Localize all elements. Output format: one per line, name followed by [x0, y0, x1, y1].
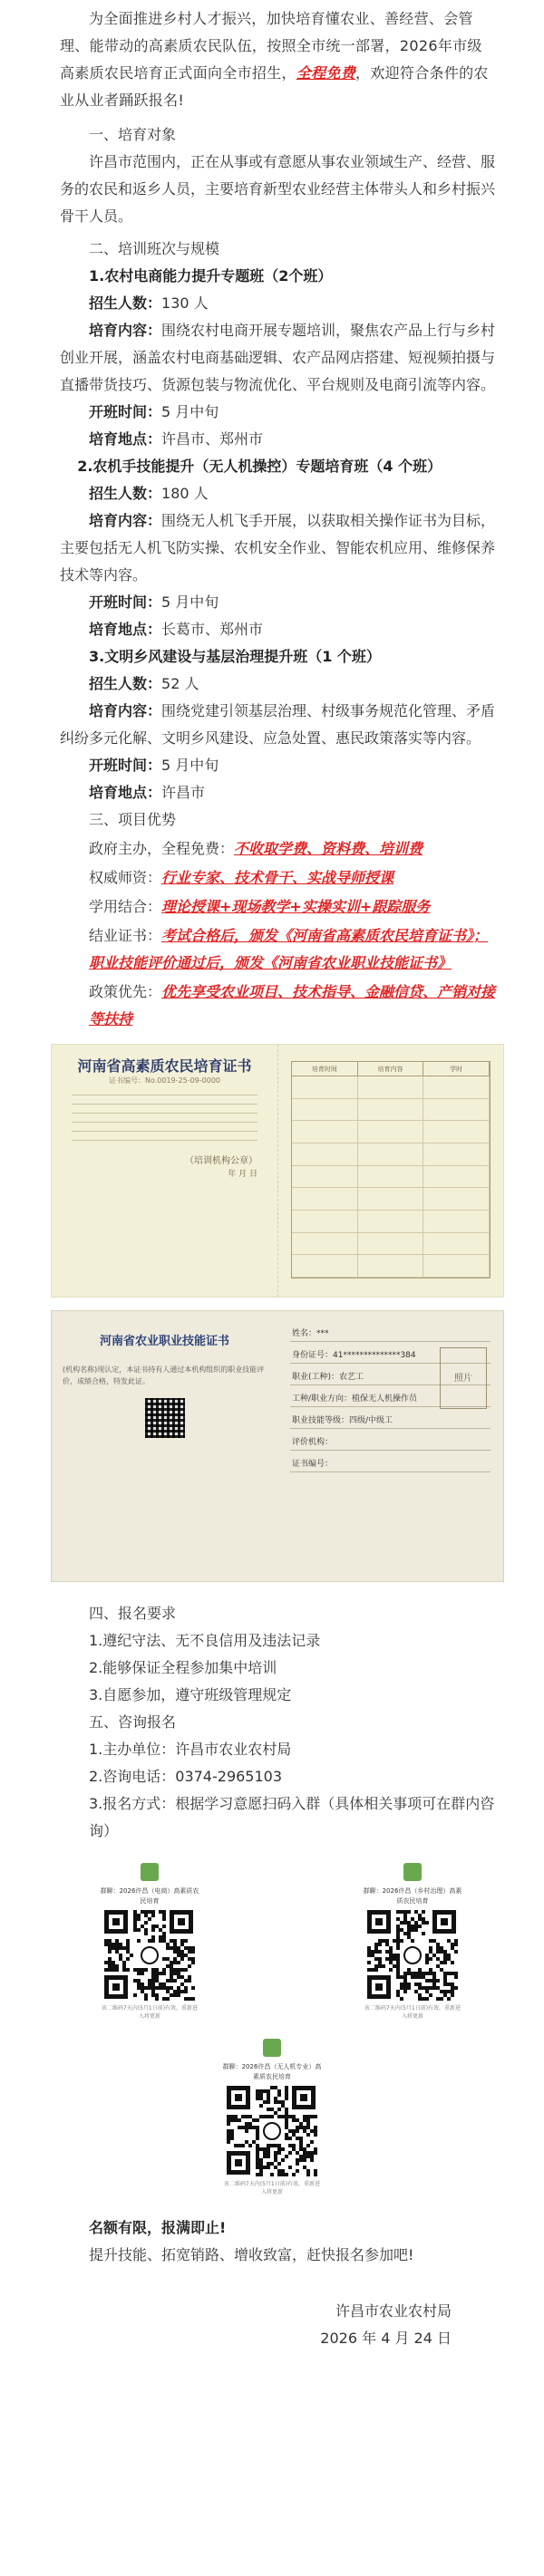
- grid-header-hours: 学时: [423, 1062, 490, 1076]
- qr-module: [281, 2158, 285, 2162]
- qr-module: [407, 1910, 411, 1914]
- qr-footnote: 该二维码7天内(5月1日前)有效，重新进入将更新: [101, 2005, 199, 2020]
- requirement-item: 2.能够保证全程参加集中培训: [89, 1659, 277, 1676]
- qr-module: [382, 1964, 385, 1968]
- qr-finder-pattern: [367, 1910, 391, 1934]
- grid-header-time: 培育时间: [292, 1062, 358, 1076]
- qr-code-icon[interactable]: [367, 1910, 458, 2001]
- signature-org: 许昌市农业农村局: [335, 2302, 452, 2320]
- cert2-qr-icon: [145, 1398, 185, 1438]
- registration-section: [0, 1595, 544, 1845]
- cert1-date: 年 月 日: [228, 1170, 257, 1179]
- qr-module: [296, 2129, 299, 2133]
- qr-module: [184, 1990, 188, 1993]
- class2-place: 培育地点：长葛市、郑州市: [89, 621, 264, 638]
- qr-module: [259, 2173, 263, 2176]
- qr-module: [306, 2144, 310, 2147]
- qr-finder-pattern: [292, 2086, 316, 2109]
- qr-code-row: [0, 1863, 544, 2021]
- section3-title: 三、项目优势: [89, 811, 177, 828]
- qr-finder-pattern: [104, 1975, 128, 1999]
- qr-module: [403, 1990, 407, 1993]
- qr-module: [314, 2173, 317, 2176]
- cert2-field-org: 评价机构：: [290, 1436, 491, 1451]
- wechat-logo-icon: [263, 2122, 281, 2140]
- qr-module: [256, 2118, 259, 2122]
- cert1-title: 河南省高素质农民培育证书: [77, 1057, 252, 1075]
- qr-module: [277, 2162, 281, 2166]
- qr-module: [141, 1972, 144, 1975]
- qr-module: [126, 1968, 130, 1972]
- qr-card-ecommerce[interactable]: [100, 1863, 199, 2021]
- class3-place: 培育地点：许昌市: [89, 784, 206, 801]
- contact-item: 1.主办单位：许昌市农业农村局: [89, 1741, 292, 1758]
- qr-module: [267, 2155, 270, 2158]
- advantage-free: 政府主办，全程免费：不收取学费、资料费、培训费: [89, 840, 423, 857]
- farmer-certificate-image: [51, 1044, 504, 1298]
- qr-module: [166, 1997, 170, 2001]
- qr-module: [288, 2137, 292, 2140]
- advantage-policy: 政策优先：优先享受农业项目、技术指导、金融信贷、产销对接等扶持: [89, 983, 496, 1028]
- qr-module: [191, 1961, 195, 1964]
- class2-name: 2.农机手技能提升（无人机操控）专题培育班（4 个班）: [77, 458, 442, 475]
- cert2-desc: (机构名称)现认定，本证书持有人通过本机构组织的职业技能评价，成绩合格，特发此证。: [63, 1365, 265, 1385]
- cert2-field-id: 身份证号：41**************384: [290, 1349, 491, 1364]
- class3-enroll: 招生人数：52 人: [89, 675, 199, 692]
- class1-content: 培育内容：围绕农村电商开展专题培训，聚焦农产品上行与乡村创业开展，涵盖农村电商基础逻辑、农产品网店搭建、短视频拍摄与直播带货技巧、货源包装与物流优化、平台规则及电商引流等内容。: [60, 322, 496, 393]
- qr-module: [422, 1932, 425, 1935]
- qr-caption: 群聊：2026许昌（电商）高素质农民培育: [100, 1887, 199, 1905]
- free-highlight: 全程免费: [296, 64, 356, 82]
- qr-module: [137, 1917, 141, 1921]
- qr-module: [447, 1997, 451, 2001]
- class3-name: 3.文明乡风建设与基层治理提升班（1 个班）: [89, 648, 381, 665]
- qr-module: [191, 1950, 195, 1954]
- qr-module: [108, 1950, 112, 1954]
- intro-text: 为全面推进乡村人才振兴，加快培育懂农业、善经营、会管理、能带动的高素质农民队伍，按照全市统一部署，2026年市级高素质农民培育正式面向全市招生，: [60, 10, 482, 82]
- qr-module: [151, 1939, 155, 1943]
- qr-module: [296, 2169, 299, 2173]
- class2-time: 开班时间：5 月中旬: [89, 593, 219, 611]
- qr-code-icon[interactable]: [227, 2086, 317, 2176]
- qr-caption: 群聊：2026许昌（无人机专业）高素质农民培育: [222, 2063, 322, 2080]
- qr-module: [144, 1932, 148, 1935]
- closing-line2: 提升技能、拓宽销路、增收致富，赶快报名参加吧!: [89, 2246, 414, 2263]
- qr-module: [155, 1997, 159, 2001]
- qr-module: [285, 2173, 288, 2176]
- wechat-logo-icon: [141, 1946, 159, 1964]
- qr-module: [126, 1957, 130, 1961]
- qr-footnote: 该二维码7天内(5月1日前)有效，重新进入将更新: [364, 2005, 461, 2020]
- qr-module: [259, 2104, 263, 2108]
- intro-paragraph: [60, 5, 497, 114]
- qr-module: [303, 2158, 306, 2162]
- qr-module: [188, 1964, 191, 1968]
- qr-module: [429, 1993, 432, 1997]
- qr-module: [173, 1979, 177, 1983]
- qr-module: [400, 1939, 403, 1943]
- qr-module: [407, 1986, 411, 1990]
- qr-module: [418, 1925, 422, 1928]
- qr-module: [296, 2162, 299, 2166]
- qr-module: [227, 2122, 230, 2126]
- qr-finder-pattern: [432, 1910, 456, 1934]
- qr-footnote: 该二维码7天内(5月1日前)有效，重新进入将更新: [223, 2181, 321, 2195]
- qr-module: [151, 1914, 155, 1917]
- qr-module: [277, 2151, 281, 2155]
- cert2-field-occupation: 职业(工种)：农艺工: [290, 1371, 491, 1385]
- qr-module: [241, 2144, 245, 2147]
- qr-module: [137, 1939, 141, 1943]
- qr-module: [440, 1997, 443, 2001]
- qr-module: [144, 1997, 148, 2001]
- wechat-logo-icon: [403, 1946, 422, 1964]
- qr-module: [374, 1968, 378, 1972]
- qr-module: [306, 2133, 310, 2137]
- cert1-seal: （培训机构公章）: [185, 1156, 257, 1166]
- qr-module: [425, 1961, 429, 1964]
- qr-module: [184, 1939, 188, 1943]
- qr-module: [191, 1997, 195, 2001]
- qr-module: [378, 1950, 382, 1954]
- section5-title: 五、咨询报名: [89, 1713, 177, 1731]
- qr-module: [184, 1968, 188, 1972]
- cert2-field-name: 姓名：***: [290, 1327, 491, 1342]
- qr-module: [314, 2151, 317, 2155]
- qr-module: [245, 2129, 248, 2133]
- qr-module: [267, 2166, 270, 2169]
- qr-module: [306, 2173, 310, 2176]
- qr-card-drone[interactable]: [222, 2039, 322, 2196]
- qr-module: [148, 1917, 151, 1921]
- qr-module: [292, 2173, 296, 2176]
- qr-module: [429, 1957, 432, 1961]
- qr-module: [367, 1961, 371, 1964]
- qr-module: [378, 1943, 382, 1946]
- qr-module: [285, 2097, 288, 2100]
- cert2-title: 河南省农业职业技能证书: [99, 1335, 229, 1348]
- contact-item: 2.咨询电话：0374-2965103: [89, 1768, 283, 1785]
- certificate-images: [0, 1044, 544, 1582]
- cert1-record-grid: [291, 1061, 491, 1278]
- qr-module: [162, 1972, 166, 1975]
- qr-module: [277, 2093, 281, 2097]
- cert2-field-level: 职业技能等级：四级/中级工: [290, 1414, 491, 1429]
- qr-module: [188, 1979, 191, 1983]
- section4-title: 四、报名要求: [89, 1605, 177, 1622]
- qr-module: [454, 1975, 458, 1979]
- qr-module: [270, 2173, 274, 2176]
- qr-module: [133, 1993, 137, 1997]
- qr-module: [238, 2118, 241, 2122]
- qr-finder-pattern: [367, 1975, 391, 1999]
- qr-module: [414, 1928, 418, 1932]
- qr-module: [314, 2115, 317, 2118]
- qr-module: [130, 1954, 133, 1957]
- qr-module: [454, 1943, 458, 1946]
- qr-module: [400, 1997, 403, 2001]
- advantage-teachers: 权威师资：行业专家、技术骨干、实战导师授课: [89, 869, 394, 886]
- section1-title: 一、培育对象: [89, 126, 177, 143]
- qr-module: [144, 1921, 148, 1925]
- class1-time: 开班时间：5 月中旬: [89, 403, 219, 420]
- qr-module: [454, 1986, 458, 1990]
- qr-module: [162, 1925, 166, 1928]
- qr-module: [288, 2166, 292, 2169]
- class2-content: 培育内容：围绕无人机飞手开展，以获取相关操作证书为目标，主要包括无人机飞防实操、农机安全作业、智能农机应用、维修保养技术等内容。: [60, 512, 496, 584]
- qr-module: [270, 2115, 274, 2118]
- qr-module: [436, 1979, 440, 1983]
- qr-module: [267, 2100, 270, 2104]
- qr-finder-pattern: [104, 1910, 128, 1934]
- article-body: [0, 0, 544, 1033]
- qr-module: [277, 2108, 281, 2111]
- qr-module: [310, 2140, 314, 2144]
- qr-module: [180, 1957, 184, 1961]
- cert2-field-direction: 工种/职业方向：植保无人机操作员: [290, 1393, 491, 1407]
- qr-module: [281, 2147, 285, 2151]
- qr-module: [411, 1939, 414, 1943]
- qr-module: [425, 1921, 429, 1925]
- class1-place: 培育地点：许昌市、郑州市: [89, 430, 264, 448]
- closing-line1: 名额有限，报满即止!: [89, 2219, 227, 2236]
- qr-module: [396, 1946, 400, 1950]
- requirement-item: 3.自愿参加，遵守班级管理规定: [89, 1686, 292, 1703]
- qr-module: [451, 1961, 454, 1964]
- qr-module: [137, 1928, 141, 1932]
- skill-certificate-image: [51, 1310, 504, 1582]
- qr-module: [227, 2140, 230, 2144]
- qr-module: [314, 2133, 317, 2137]
- qr-module: [162, 1917, 166, 1921]
- qr-module: [115, 1968, 119, 1972]
- qr-module: [177, 1993, 180, 1997]
- qr-module: [285, 2155, 288, 2158]
- class3-time: 开班时间：5 月中旬: [89, 757, 219, 774]
- qr-module: [451, 1993, 454, 1997]
- qr-module: [425, 1997, 429, 2001]
- section1-text: 许昌市范围内，正在从事或有意愿从事农业领域生产、经营、服务的农民和返乡人员，主要培育新型农业经营主体带头人和乡村振兴骨干人员。: [60, 153, 496, 225]
- qr-module: [177, 1961, 180, 1964]
- qr-caption: 群聊：2026许昌（乡村治理）高素质农民培育: [363, 1887, 462, 1905]
- qr-module: [144, 1968, 148, 1972]
- qr-module: [256, 2137, 259, 2140]
- qr-module: [422, 1910, 425, 1914]
- qr-card-governance[interactable]: [363, 1863, 462, 2021]
- cert2-field-number: 证书编号：: [290, 1458, 491, 1472]
- qr-module: [288, 2151, 292, 2155]
- grid-header-content: 培育内容: [358, 1062, 424, 1076]
- advantage-practice: 学用结合：理论授课+现场教学+实操实训+跟踪服务: [89, 898, 431, 915]
- qr-module: [151, 1928, 155, 1932]
- class1-name: 1.农村电商能力提升专题班（2个班）: [89, 267, 333, 285]
- qr-code-row-2: [0, 2039, 544, 2196]
- qr-module: [443, 1961, 447, 1964]
- group-avatar-icon: [403, 1863, 422, 1881]
- qr-finder-pattern: [227, 2151, 250, 2175]
- intro-tail: ，欢迎符合条件的农业从业者踊跃报名!: [60, 64, 489, 109]
- class3-content: 培育内容：围绕党建引领基层治理、村级事务规范化管理、矛盾纠纷多元化解、文明乡风建设、应急处置、惠民政策落实等内容。: [60, 702, 496, 747]
- qr-finder-pattern: [170, 1910, 193, 1934]
- qr-module: [389, 1968, 393, 1972]
- class1-enroll: 招生人数：130 人: [89, 294, 209, 312]
- group-avatar-icon: [141, 1863, 159, 1881]
- qr-finder-pattern: [227, 2086, 250, 2109]
- class2-enroll: 招生人数：180 人: [89, 485, 209, 502]
- qr-module: [191, 1986, 195, 1990]
- qr-module: [310, 2158, 314, 2162]
- qr-module: [230, 2137, 234, 2140]
- qr-code-icon[interactable]: [104, 1910, 195, 2001]
- cert2-photo-box: 照片: [440, 1347, 487, 1409]
- contact-item: 3.报名方式：根据学习意愿扫码入群（具体相关事项可在群内咨询）: [89, 1795, 495, 1839]
- group-avatar-icon: [263, 2039, 281, 2057]
- requirement-item: 1.遵纪守法、无不良信用及违法记录: [89, 1632, 321, 1649]
- signature-date: 2026 年 4 月 24 日: [320, 2330, 452, 2347]
- advantage-certificate: 结业证书：考试合格后，颁发《河南省高素质农民培育证书》；职业技能评价通过后，颁发《河南省农业职业技能证书》: [89, 927, 489, 971]
- qr-module: [248, 2144, 252, 2147]
- section2-title: 二、培训班次与规模: [89, 240, 220, 257]
- cert1-number: 证书编号：No.0019-25-09-0000: [108, 1076, 221, 1085]
- qr-module: [454, 1950, 458, 1954]
